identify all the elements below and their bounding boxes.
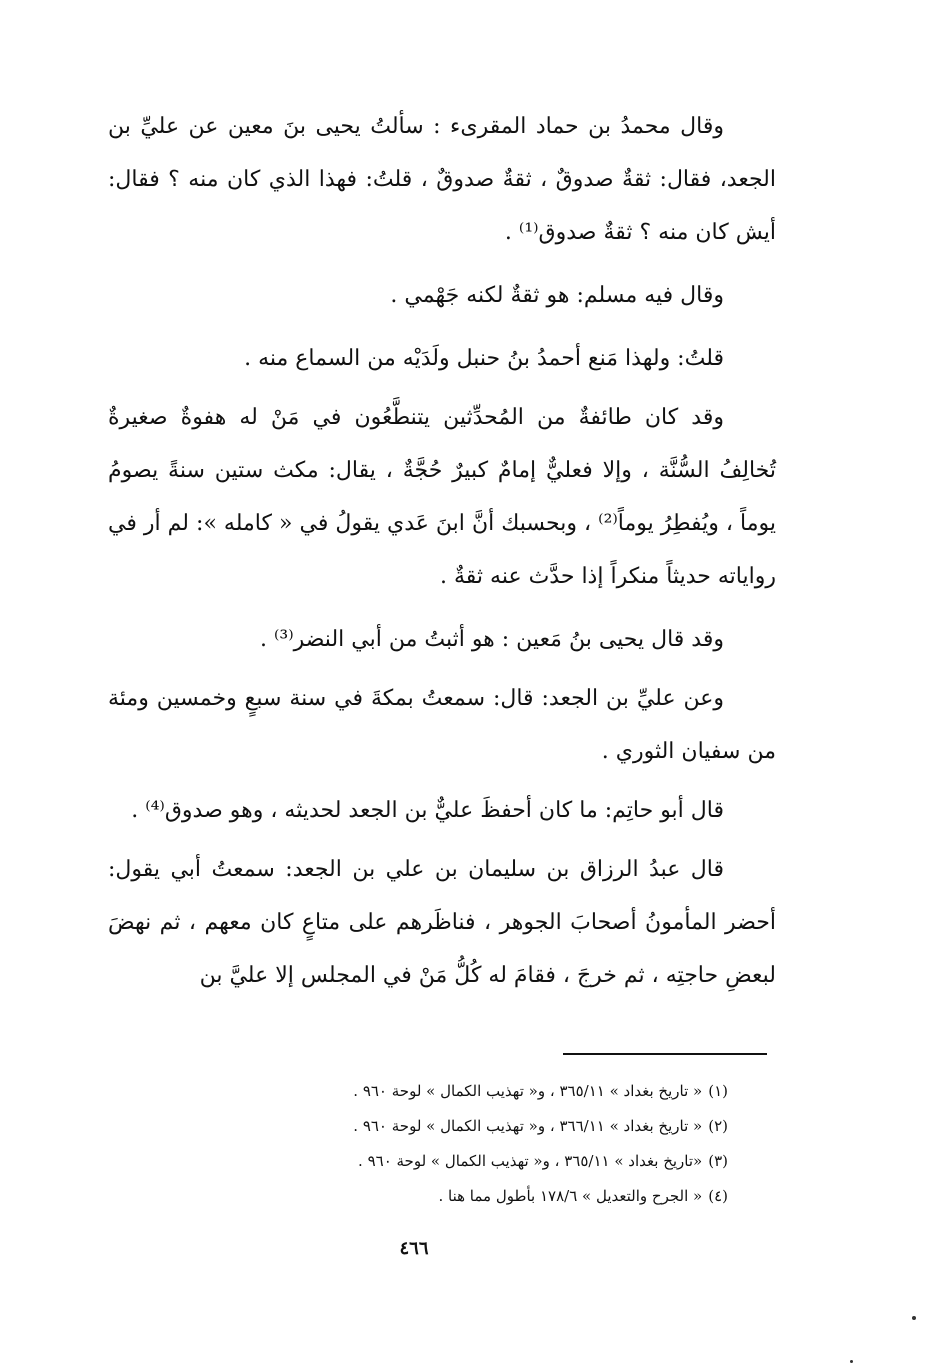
paragraph-5: وقد قال يحيى بنُ مَعين : هو أثبتُ من أبي النضر⁽³⁾ . bbox=[259, 627, 724, 652]
main-text bbox=[108, 100, 776, 1002]
footnote-number: (١) bbox=[708, 1082, 728, 1100]
footnote-separator bbox=[563, 1053, 767, 1055]
page-number: ٤٦٦ bbox=[399, 1238, 429, 1259]
scan-speck bbox=[850, 1360, 853, 1363]
footnote-text: « تاريخ بغداد » ٣٦٦/١١ ، و« تهذيب الكمال » لوحة ٩٦٠ . bbox=[353, 1117, 703, 1135]
footnote-number: (٣) bbox=[708, 1152, 728, 1170]
paragraph-4: وقد كان طائفةٌ من المُحدِّثين يتنطَّعُون في مَنْ له هفوةٌ صغيرةٌ تُخالِفُ السُّنَّة ، وإلا فعليٌّ إمامٌ كبيرٌ حُجَّةٌ ، يقال: مكث ستين سنةً يصومُ يوماً ، ويُفطِرُ يوماً⁽²⁾ ، وبحسبك أنَّ ابنَ عَدي يقولُ في « كامله »: لم أر في رواياته حديثاً منكراً إذا حدَّث عنه ثقةٌ . bbox=[108, 405, 776, 589]
paragraph-6: وعن عليِّ بن الجعد: قال: سمعتُ بمكةَ في سنة سبعٍ وخمسين ومئة من سفيان الثوري . bbox=[108, 686, 776, 764]
paragraph-1: وقال محمدُ بن حماد المقرىء : سألتُ يحيى بنَ معين عن عليِّ بن الجعد، فقال: ثقةٌ صدوقٌ ، ثقةٌ صدوقٌ ، قلتُ: فهذا الذي كان منه ؟ فقال: أيش كان منه ؟ ثقةٌ صدوق⁽¹⁾ . bbox=[108, 114, 776, 245]
footnote-number: (٤) bbox=[708, 1187, 728, 1205]
footnote-text: « الجرح والتعديل » ١٧٨/٦ بأطول مما هنا . bbox=[438, 1187, 703, 1205]
paragraph-3: قلتُ: ولهذا مَنع أحمدُ بنُ حنبل ولَدَيْه من السماع منه . bbox=[244, 346, 724, 371]
footnote-2 bbox=[250, 1109, 728, 1144]
footnote-number: (٢) bbox=[708, 1117, 728, 1135]
paragraph-7: قال أبو حاتِم: ما كان أحفظَ عليٌّ بن الجعد لحديثه ، وهو صدوق⁽⁴⁾ . bbox=[131, 798, 724, 823]
footnote-3 bbox=[250, 1144, 728, 1179]
footnote-4 bbox=[250, 1179, 728, 1214]
footnote-text: « تاريخ بغداد » ٣٦٥/١١ ، و« تهذيب الكمال » لوحة ٩٦٠ . bbox=[353, 1082, 703, 1100]
footnote-text: «تاريخ بغداد » ٣٦٥/١١ ، و« تهذيب الكمال » لوحة ٩٦٠ . bbox=[358, 1152, 703, 1170]
footnotes bbox=[250, 1074, 728, 1214]
scan-speck bbox=[912, 1316, 916, 1320]
footnote-1 bbox=[250, 1074, 728, 1109]
paragraph-8: قال عبدُ الرزاق بن سليمان بن علي بن الجعد: سمعتُ أبي يقول: أحضر المأمونُ أصحابَ الجوهر ، فناظَرهم على متاعٍ كان معهم ، ثم نهضَ لبعضِ حاجتِه ، ثم خرجَ ، فقامَ له كُلُّ مَنْ في المجلس إلا عليَّ بن bbox=[108, 857, 776, 988]
paragraph-2: وقال فيه مسلم: هو ثقةٌ لكنه جَهْمي . bbox=[390, 283, 724, 308]
